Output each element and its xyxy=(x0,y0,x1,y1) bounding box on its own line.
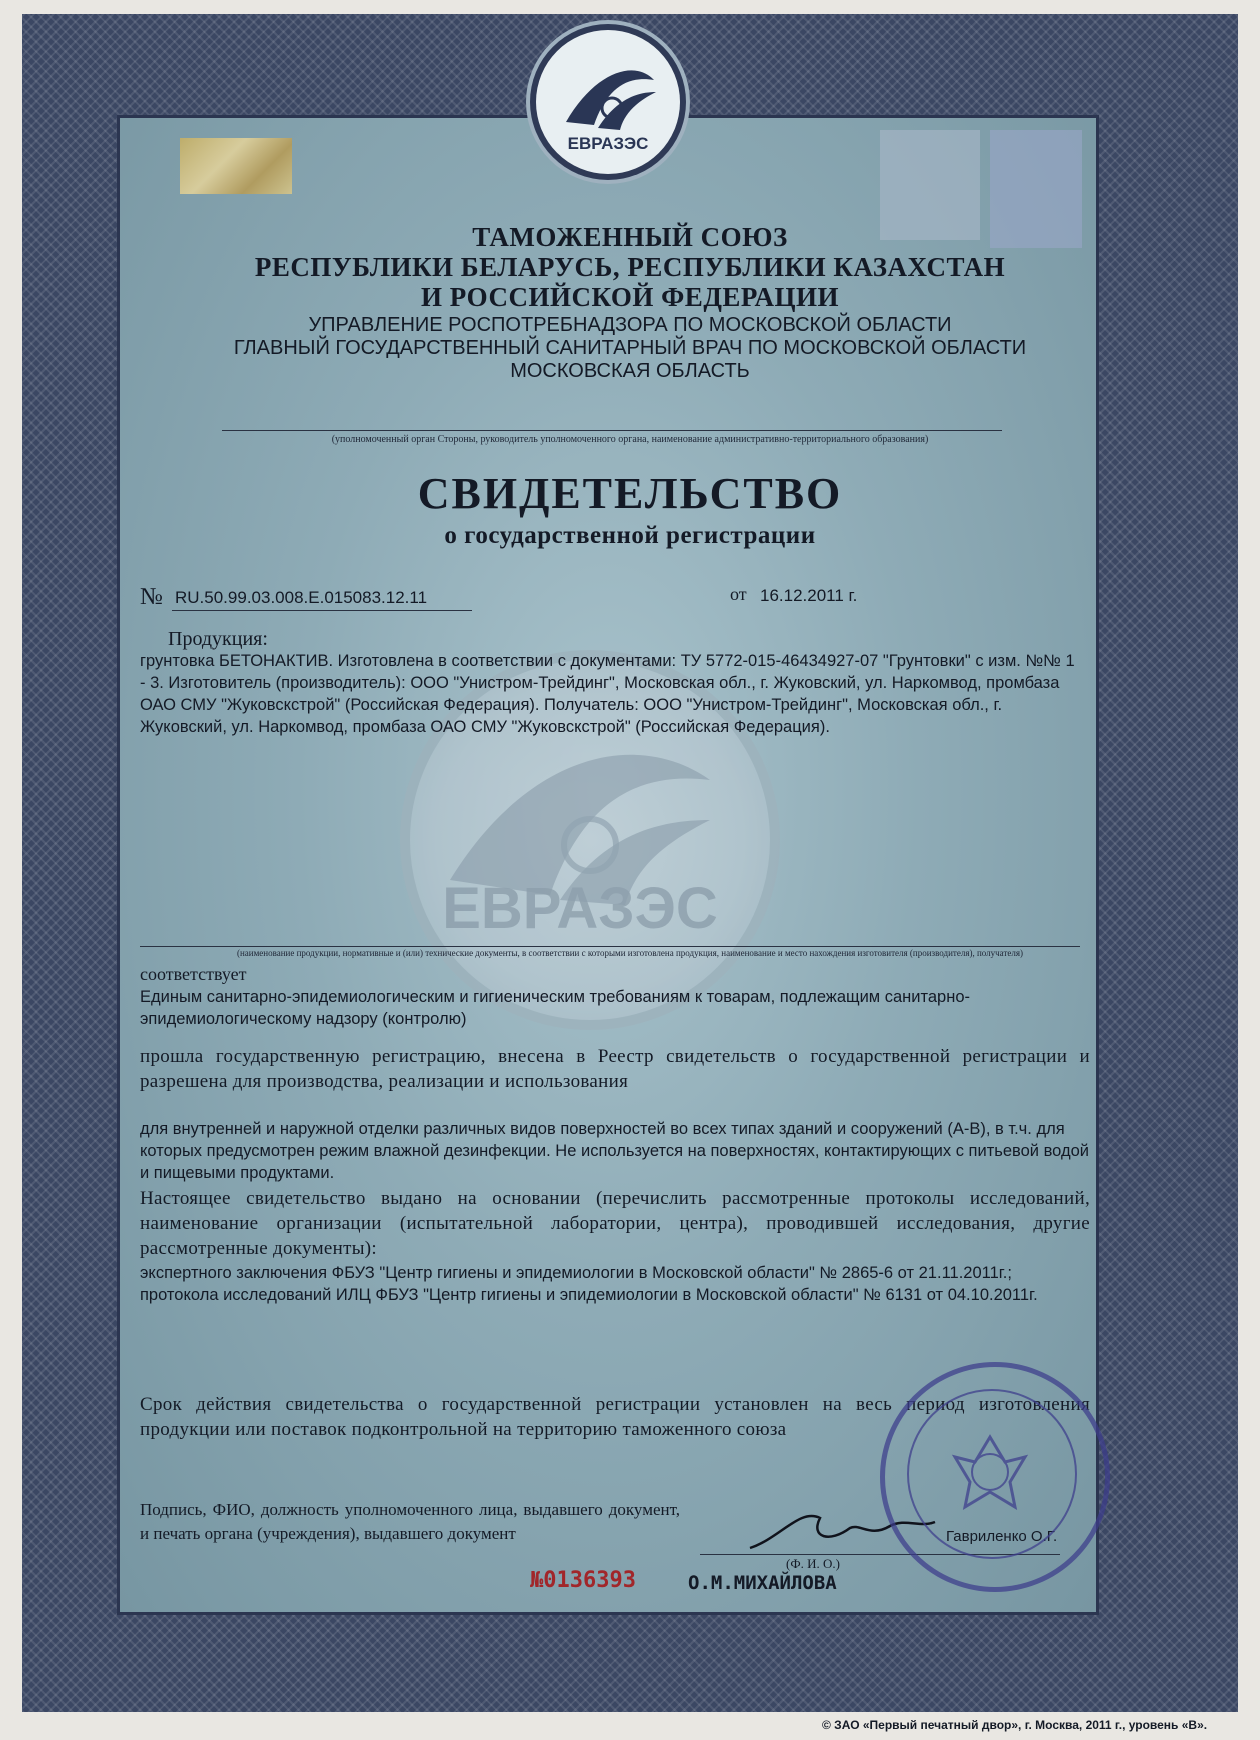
date-label: от xyxy=(730,584,747,604)
official-seal xyxy=(880,1362,1110,1592)
compliance-label: соответствует xyxy=(140,964,247,984)
union-title: ТАМОЖЕННЫЙ СОЮЗ xyxy=(472,222,788,252)
document-subtitle: о государственной регистрации xyxy=(444,522,816,549)
product-text: грунтовка БЕТОНАКТИВ. Изготовлена в соответствии с документами: ТУ 5772-015-46434927-07 "Грунтовки" с изм. №№ 1 - 3. Изготовитель (производитель): ООО "Унистром-Трейдинг", Московская обл., г. Жуковский, ул. Наркомвод, промбаза ОАО СМУ "Жуковскстрой" (Российская Федерация). Получатель: ООО "Унистром-Трейдинг", Московская обл., г. Жуковский, ул. Наркомвод, промбаза ОАО СМУ "Жуковскстрой" (Российская Федерация). xyxy=(140,652,1075,736)
union-title: И РОССИЙСКОЙ ФЕДЕРАЦИИ xyxy=(421,282,839,312)
basis-docs: экспертного заключения ФБУЗ "Центр гигиены и эпидемиологии в Московской области" № 2865-6 от 21.11.2011г.; протокола исследований ИЛЦ ФБУЗ "Центр гигиены и эпидемиологии в Московской области" № 6131 от 04.10.2011г. xyxy=(140,1264,1038,1304)
document-title: СВИДЕТЕЛЬСТВО xyxy=(417,469,843,518)
registration-number: RU.50.99.03.008.E.015083.12.11 xyxy=(175,588,428,607)
basis-statement: Настоящее свидетельство выдано на основании (перечислить рассмотренные протоколы исследований, наименование организации (испытательной лаборатории, центра), проводившей исследования, другие рассмотренные документы): xyxy=(140,1188,1090,1259)
authority-caption: (уполномоченный орган Стороны, руководитель уполномоченного органа, наименование административно-территориального образования) xyxy=(331,434,929,445)
divider xyxy=(172,610,472,611)
product-caption: (наименование продукции, нормативные и (или) технические документы, в соответствии с которыми изготовлена продукция, наименование и место нахождения изготовителя (производителя), получателя) xyxy=(236,948,1024,958)
authority-line: ГЛАВНЫЙ ГОСУДАРСТВЕННЫЙ САНИТАРНЫЙ ВРАЧ ПО МОСКОВСКОЙ ОБЛАСТИ xyxy=(233,337,1027,359)
product-label: Продукция: xyxy=(168,628,268,650)
printer-imprint: © ЗАО «Первый печатный двор», г. Москва, 2011 г., уровень «В». xyxy=(822,1718,1208,1732)
emblem-label: ЕВРАЗЭС xyxy=(567,134,649,153)
number-sign: № xyxy=(140,584,163,610)
divider xyxy=(222,430,1002,431)
fio-caption: (Ф. И. О.) xyxy=(786,1556,840,1571)
clerk-stamp: О.М.МИХАЙЛОВА xyxy=(688,1572,837,1594)
registration-statement: прошла государственную регистрацию, внесена в Реестр свидетельств о государственной регистрации и разрешена для производства, реализации и использования xyxy=(140,1046,1090,1092)
usage-text: для внутренней и наружной отделки различных видов поверхностей во всех типах зданий и сооружений (А-В), в т.ч. для которых предусмотрен режим влажной дезинфекции. Не используется на поверхностях, контактирующих с питьевой водой и пищевыми продуктами. xyxy=(140,1120,1090,1182)
registration-date: 16.12.2011 г. xyxy=(760,586,858,605)
validity-statement: Срок действия свидетельства о государственной регистрации установлен на весь период изготовления продукции или поставок подконтрольной на территорию таможенного союза xyxy=(140,1394,1090,1440)
form-number: №0136393 xyxy=(530,1568,636,1593)
watermark-label: ЕВРАЗЭС xyxy=(442,876,718,941)
hologram-sticker xyxy=(180,138,292,194)
compliance-text: Единым санитарно-эпидемиологическим и гигиеническим требованиям к товарам, подлежащим санитарно-эпидемиологическому надзору (контролю) xyxy=(140,988,971,1028)
union-title: РЕСПУБЛИКИ БЕЛАРУСЬ, РЕСПУБЛИКИ КАЗАХСТАН xyxy=(254,252,1006,282)
divider xyxy=(140,946,1080,947)
eurasec-emblem xyxy=(536,30,680,174)
authority-line: УПРАВЛЕНИЕ РОСПОТРЕБНАДЗОРА ПО МОСКОВСКОЙ ОБЛАСТИ xyxy=(308,314,952,336)
eagle-icon xyxy=(885,1367,1095,1577)
signer-name: Гавриленко О.Г. xyxy=(946,1528,1058,1545)
signature-caption: Подпись, ФИО, должность уполномоченного лица, выдавшего документ, и печать органа (учреждения), выдавшего документ xyxy=(140,1500,680,1543)
authority-line: МОСКОВСКАЯ ОБЛАСТЬ xyxy=(510,360,750,382)
